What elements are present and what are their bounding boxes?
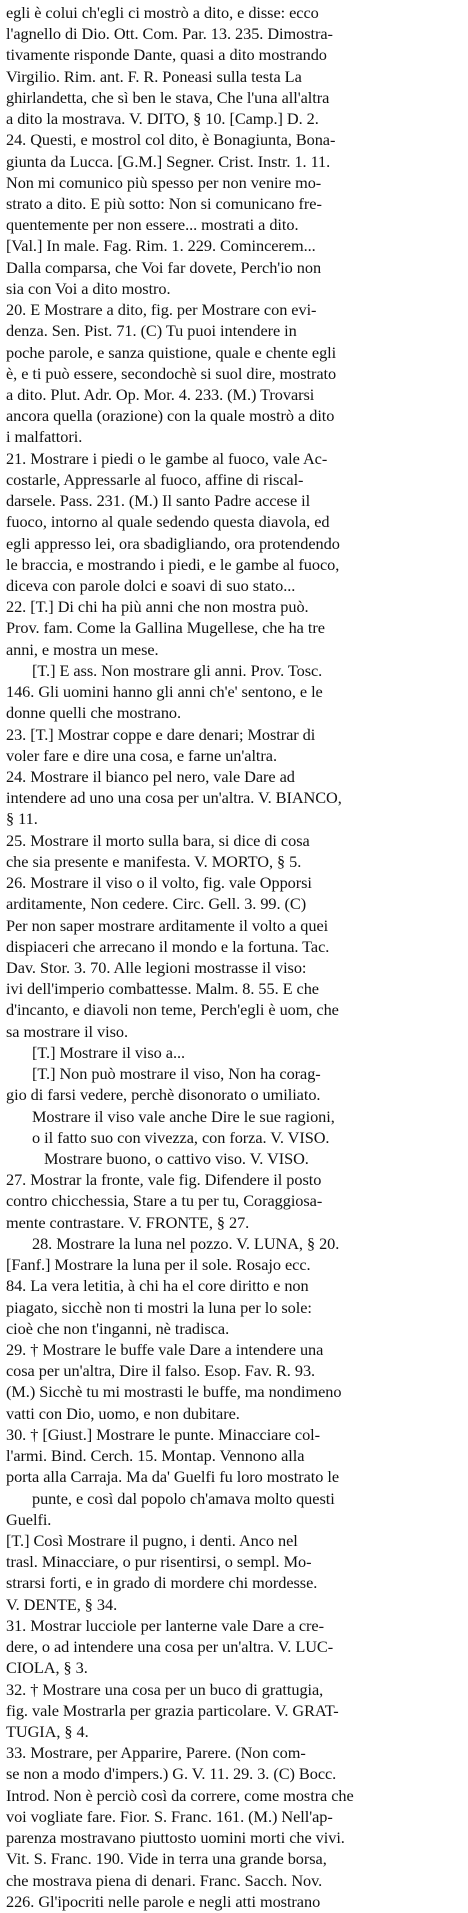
text-line: parenza mostravano piuttosto uomini morti che vivi. — [6, 1828, 345, 1848]
text-line: 84. La vera letitia, à chi ha el core diritto e non — [6, 1276, 309, 1296]
text-line: Introd. Non è perciò così da correre, come mostra che — [6, 1785, 354, 1805]
text-line: Mostrare il viso vale anche Dire le sue ragioni, — [32, 1106, 335, 1126]
text-line: punte, e così dal popolo ch'amava molto questi — [32, 1488, 335, 1508]
text-line: egli è colui ch'egli ci mostrò a dito, e disse: ecco — [6, 3, 319, 22]
text-line: TUGIA, § 4. — [6, 1722, 89, 1741]
text-line: se non a modo d'impers.) G. V. 11. 29. 3. (C) Bocc. — [6, 1764, 337, 1784]
text-line: 30. † [Giust.] Mostrare le punte. Minacciare col- — [6, 1424, 321, 1444]
text-line: 28. Mostrare la luna nel pozzo. V. LUNA, § 20. — [32, 1233, 340, 1253]
text-line: Vit. S. Franc. 190. Vide in terra una grande borsa, — [6, 1849, 327, 1869]
text-line: [T.] Non può mostrare il viso, Non ha corag- — [32, 1064, 321, 1084]
text-line: 25. Mostrare il morto sulla bara, si dice di cosa — [6, 830, 310, 850]
text-line: CIOLA, § 3. — [6, 1658, 88, 1678]
text-line: 21. Mostrare i piedi o le gambe al fuoco, vale Ac- — [6, 448, 328, 468]
text-line: arditamente, Non cedere. Circ. Gell. 3. 99. (C) — [6, 894, 307, 914]
text-line: 24. Mostrare il bianco pel nero, vale Dare ad — [6, 767, 295, 786]
text-line: 33. Mostrare, per Apparire, Parere. (Non com- — [6, 1743, 306, 1763]
text-line: i malfattori. — [6, 427, 83, 447]
text-line: V. DENTE, § 34. — [6, 1594, 118, 1614]
text-line: poche parole, e sanza quistione, quale e chente egli — [6, 342, 337, 362]
text-line: Dav. Stor. 3. 70. Alle legioni mostrasse il viso: — [6, 958, 307, 977]
text-line: tivamente risponde Dante, quasi a dito mostrando — [6, 45, 327, 65]
text-line: Non mi comunico più spesso per non venire mo- — [6, 172, 322, 192]
text-line: 23. [T.] Mostrar coppe e dare denari; Mostrar di — [6, 724, 316, 744]
text-line: Virgilio. Rim. ant. F. R. Poneasi sulla testa La — [6, 66, 302, 86]
text-line: vatti con Dio, uomo, e non dubitare. — [6, 1403, 240, 1423]
text-line: 22. [T.] Di chi ha più anni che non mostra può. — [6, 597, 309, 617]
text-line: dere, o ad intendere una cosa per un'altra. V. LUC- — [6, 1637, 334, 1657]
text-line: [Val.] In male. Fag. Rim. 1. 229. Comincerem... — [6, 236, 316, 256]
text-line: (M.) Sicchè tu mi mostrasti le buffe, ma nondimeno — [6, 1382, 342, 1402]
text-line: sia con Voi a dito mostro. — [6, 278, 171, 298]
text-line: cosa per un'altra, Dire il falso. Esop. Fav. R. 93. — [6, 1361, 316, 1381]
text-line: dispiaceri che arrecano il mondo e la fortuna. Tac. — [6, 936, 330, 956]
text-line: donne quelli che mostrano. — [6, 703, 182, 723]
text-line: le braccia, e mostrando i piedi, e le gambe al fuoco, — [6, 554, 340, 574]
text-line: quentemente per non essere... mostrati a dito. — [6, 215, 299, 235]
text-line: o il fatto suo con vivezza, con forza. V. VISO. — [32, 1127, 330, 1147]
text-line: a dito. Plut. Adr. Op. Mor. 4. 233. (M.) Trovarsi — [6, 385, 315, 404]
text-line: porta alla Carraja. Ma da' Guelfi fu loro mostrato le — [6, 1467, 340, 1487]
text-line: giunta da Lucca. [G.M.] Segner. Crist. Instr. 1. 11. — [6, 151, 331, 171]
text-line: 32. † Mostrare una cosa per un buco di grattugia, — [6, 1679, 324, 1699]
text-line: 24. Questi, e mostrol col dito, è Bonagiunta, Bona- — [6, 130, 336, 150]
text-line: intendere ad uno una cosa per un'altra. V. BIANCO, — [6, 788, 342, 808]
text-line: Per non saper mostrare arditamente il volto a quei — [6, 915, 329, 935]
text-line: [T.] Così Mostrare il pugno, i denti. Anco nel — [6, 1531, 298, 1550]
text-line: Prov. fam. Come la Gallina Mugellese, che ha tre — [6, 618, 325, 638]
text-line: [T.] E ass. Non mostrare gli anni. Prov. Tosc. — [32, 660, 323, 680]
text-line: Dalla comparsa, che Voi far dovete, Perch'io non — [6, 257, 322, 277]
text-line: diceva con parole dolci e soavi di suo stato... — [6, 576, 296, 595]
text-line: l'agnello di Dio. Ott. Com. Par. 13. 235. Dimostra- — [6, 24, 333, 44]
text-line: Guelfi. — [6, 1509, 52, 1529]
text-line: piagato, sicchè non ti mostri la luna per lo sole: — [6, 1297, 312, 1317]
text-line: 146. Gli uomini hanno gli anni ch'e' sentono, e le — [6, 682, 323, 702]
text-line: darsele. Pass. 231. (M.) Il santo Padre accese il — [6, 491, 311, 511]
text-line: 20. E Mostrare a dito, fig. per Mostrare con evi- — [6, 300, 317, 320]
text-line: voler fare e dire una cosa, e farne un'altra. — [6, 745, 277, 765]
text-line: [T.] Mostrare il viso a... — [32, 1042, 186, 1062]
text-line: 27. Mostrar la fronte, vale fig. Difendere il posto — [6, 1170, 322, 1190]
text-line: mente contrastare. V. FRONTE, § 27. — [6, 1212, 250, 1232]
text-line: contro chicchessia, Stare a tu per tu, Coraggiosa- — [6, 1191, 323, 1211]
text-line: è, e ti può essere, secondochè si suol dire, mostrato — [6, 363, 337, 383]
text-line: che mostrava piena di denari. Franc. Sacch. Nov. — [6, 1870, 323, 1890]
text-line: trasl. Minacciare, o pur risentirsi, o sempl. Mo- — [6, 1552, 312, 1572]
text-line: strarsi forti, e in grado di mordere chi mordesse. — [6, 1573, 318, 1593]
text-line: a dito la mostrava. V. DITO, § 10. [Camp.] D. 2. — [6, 109, 319, 129]
text-line: [Fanf.] Mostrare la luna per il sole. Rosajo ecc. — [6, 1255, 311, 1275]
text-line: § 11. — [6, 809, 38, 829]
text-line: l'armi. Bind. Cerch. 15. Montap. Vennono alla — [6, 1446, 305, 1466]
text-line: strato a dito. E più sotto: Non si comunicano fre- — [6, 194, 322, 213]
text-line: 31. Mostrar lucciole per lanterne vale Dare a cre- — [6, 1615, 324, 1635]
text-line: d'incanto, e diavoli non teme, Perch'egli è uom, che — [6, 1000, 339, 1020]
text-line: che sia presente e manifesta. V. MORTO, § 5. — [6, 851, 302, 871]
text-line: sa mostrare il viso. — [6, 1021, 128, 1041]
text-line: fig. vale Mostrarla per grazia particolare. V. GRAT- — [6, 1700, 339, 1720]
text-line: 226. Gl'ipocriti nelle parole e negli atti mostrano — [6, 1891, 321, 1911]
text-line: ghirlandetta, che sì ben le stava, Che l'una all'altra — [6, 87, 330, 107]
text-line: costarle, Appressarle al fuoco, affine di riscal- — [6, 469, 304, 489]
text-line: fuoco, intorno al quale sedendo questa diavola, ed — [6, 512, 330, 532]
text-line: 26. Mostrare il viso o il volto, fig. vale Opporsi — [6, 873, 312, 893]
text-line: voi vogliate fare. Fior. S. Franc. 161. (M.) Nell'ap- — [6, 1806, 333, 1826]
text-line: egli appresso lei, ora sbadigliando, ora protendendo — [6, 533, 340, 553]
text-line: gio di farsi vedere, perchè disonorato o umiliato. — [6, 1085, 321, 1105]
text-line: anni, e mostra un mese. — [6, 639, 159, 659]
text-line: ancora quella (orazione) con la quale mostrò a dito — [6, 406, 335, 426]
text-line: denza. Sen. Pist. 71. (C) Tu puoi intendere in — [6, 321, 297, 341]
text-line: Mostrare buono, o cattivo viso. V. VISO. — [44, 1149, 309, 1168]
text-line: cioè che non t'inganni, nè tradisca. — [6, 1318, 230, 1338]
text-line: 29. † Mostrare le buffe vale Dare a intendere una — [6, 1340, 324, 1359]
text-line: ivi dell'imperio combattesse. Malm. 8. 55. E che — [6, 979, 319, 999]
